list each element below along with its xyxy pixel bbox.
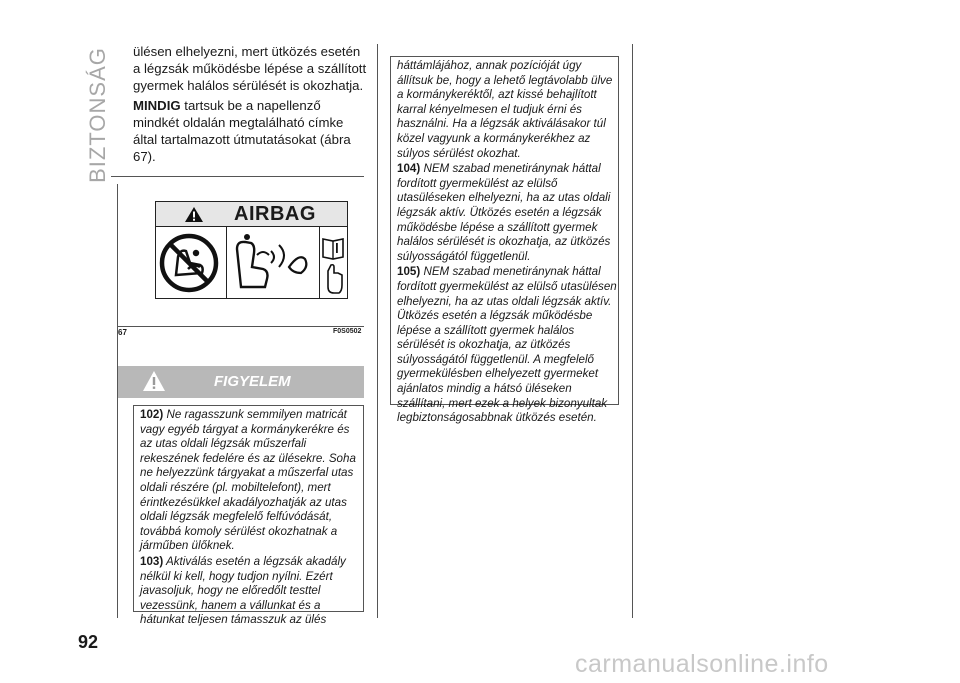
warning-item-102 [140,408,363,554]
no-rear-facing-child-seat-icon [156,227,226,298]
intro-paragraph-1: ülésen elhelyezni, mert ütközés esetén a légzsák működésbe lépése a szállított gyermek halálos sérülését is okozhatja. [133,44,367,93]
figure-number: 67 [118,328,127,337]
continuation-lead: háttámlájához, annak pozícióját úgy állítsuk be, hogy a lehető legtávolabb ülve a kormánykeréktől, azt kissé behajlított karral kényelmesen el tudjuk érni és használni. Ha a légzsák aktiválásakor túl közel vagyunk a kormánykerékhez az súlyos sérülést okozhat. [397,59,613,160]
column-divider-right [632,44,633,618]
warning-triangle-icon [142,370,166,392]
warning-item-number: 103) [140,554,164,568]
warning-item-number: 104) [397,162,421,176]
intro-emphasis: MINDIG [133,98,181,114]
page-number: 92 [78,632,99,652]
airbag-label-figure [155,201,348,299]
airbag-deployment-icon [227,227,319,298]
warning-item-105 [397,265,618,426]
airbag-label-word: AIRBAG [234,203,316,225]
pictogram-cell-manual [320,227,347,298]
warning-triangle-icon [184,206,204,223]
airbag-label-header [156,202,347,227]
warning-item-text: NEM szabad menetiránynak háttal fordított gyermekülést az elülső utasülésen elhelyezni, ha az utas oldali légzsák aktív. Ütközés esetén a légzsák működésbe lépése a szállított gyermek halálos sérülését is okozhatja, az ütközés súlyosságától függetlenül. A megfelelő gyermekülésben elhelyezett gyermeket ajánlatos mindig a hátsó üléseken szállítani, mert ezek a helyek bizonyultak legbiztonságosabbnak ütközés esetén. [397,265,617,425]
warning-item-103 [140,555,363,628]
pictogram-cell-airbag-deploy [227,227,320,298]
read-manual-icon [320,227,346,298]
warning-continuation-box [390,56,619,425]
figure-top-rule [118,176,364,177]
warning-item-number: 105) [397,265,421,279]
warning-header-bar [118,366,364,398]
column-divider-middle [377,44,378,618]
section-title-text: BIZTONSÁG [85,47,110,183]
column-divider-left [117,184,118,618]
site-watermark-logo: carmanualsonline.info [575,650,829,678]
warning-item-text: Ne ragasszunk semmilyen matricát vagy egyéb tárgyat a kormánykerékre és az utas oldali légzsák műszerfali rekeszének fedelére és az ülésekre. Soha ne helyezzünk tárgyakat a műszerfal utas oldali részére (pl. mobiltelefont), mert érintkezésükkel akadályozhatják az utas oldali légzsák megfelelő felfúvódását, továbbá komoly sérülést okozhatnak a járműben ülőknek. [140,408,356,553]
intro-paragraph-2 [133,98,368,165]
pictogram-cell-child-seat [156,227,227,298]
figure-code: F0S0502 [333,328,362,335]
airbag-label-pictograms [156,227,347,298]
warning-item-text: NEM szabad menetiránynak háttal fordított gyermekülést az elülső utasüléseken elhelyezni, ha az utas oldali légzsák aktív. Ütközés esetén a légzsák működésbe lépése a szállított gyermek halálos sérülését is okozhatja, az ütközés súlyosságától függetlenül. [397,162,611,263]
warning-item-text: Aktiválás esetén a légzsák akadály nélkül ki kell, hogy tudjon nyílni. Ezért javasoljuk, hogy ne előredőlt testtel vezessünk, hanem a vállunkat és a hátunkat teljesen támasszuk az ülés [140,554,346,627]
warning-item-104 [397,162,618,264]
intro-text [133,44,368,170]
intro-paragraph-2-rest: tartsuk be a napellenző mindkét oldalán megtalálható címke által tartalmazott útmutatásokat (ábra 67). [133,98,351,164]
warning-box [133,405,364,627]
warning-title: FIGYELEM [214,373,291,390]
section-title-vertical [78,47,118,183]
warning-item-number: 102) [140,408,164,421]
figure-bottom-rule [118,326,364,327]
